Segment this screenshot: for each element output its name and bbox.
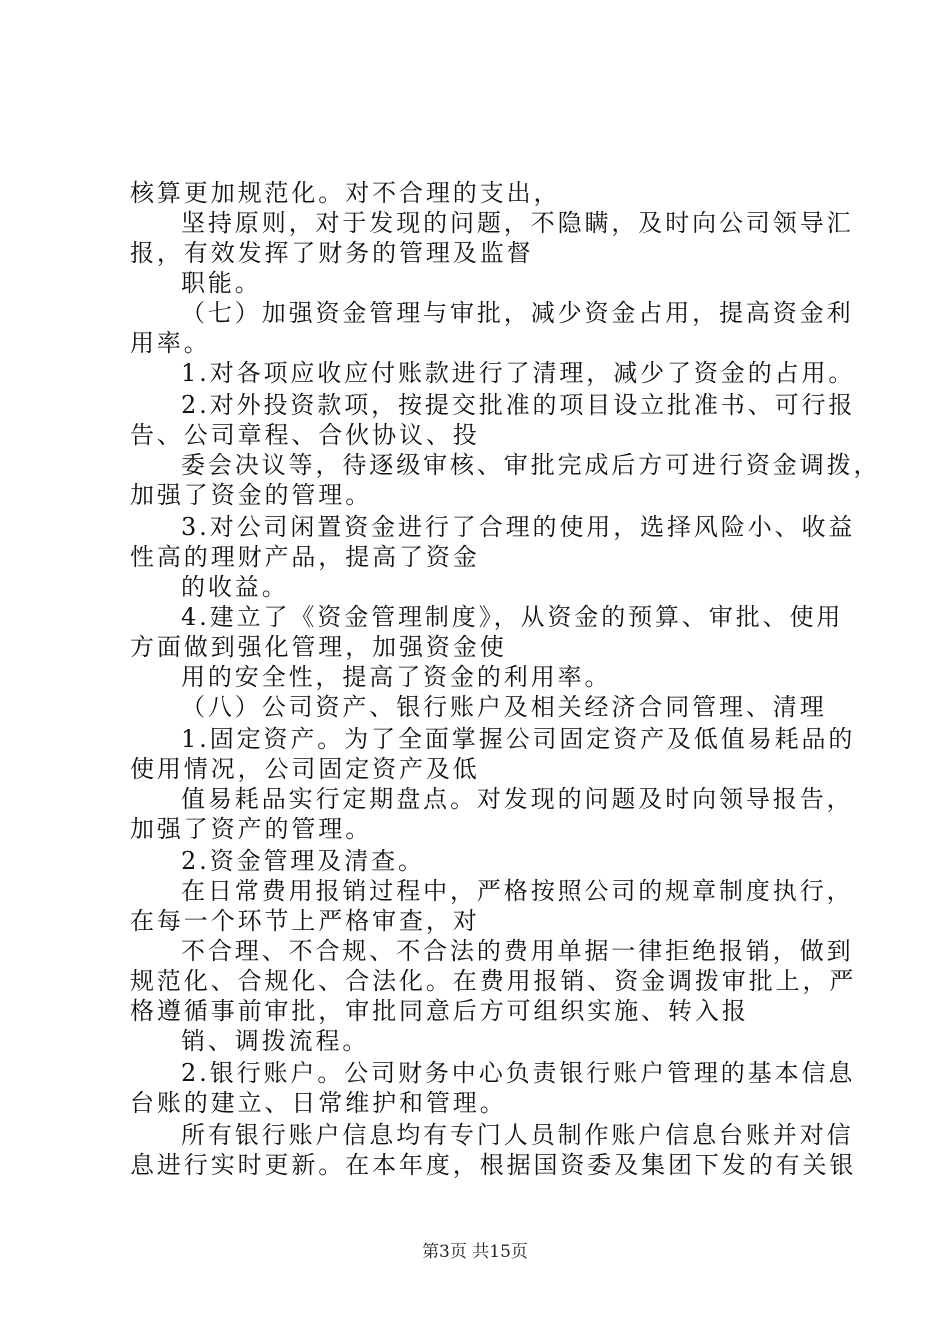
- page-number-footer: 第3页 共15页: [422, 1242, 528, 1262]
- body-line: 销、调拨流程。: [181, 1027, 370, 1055]
- body-line: 1.对各项应收应付账款进行了清理，减少了资金的占用。: [181, 359, 856, 387]
- body-line: 核算更加规范化。对不合理的支出，: [130, 179, 561, 207]
- body-line: 委会决议等，待逐级审核、审批完成后方可进行资金调拨，: [181, 451, 881, 479]
- body-line: 坚持原则，对于发现的问题，不隐瞒，及时向公司领导汇: [181, 209, 854, 237]
- body-line: 在每一个环节上严格审查，对: [130, 907, 480, 935]
- body-line: 报，有效发挥了财务的管理及监督: [130, 239, 534, 267]
- section-heading: （七）加强资金管理与审批，减少资金占用，提高资金利: [181, 299, 854, 327]
- body-line: 规范化、合规化、合法化。在费用报销、资金调拨审批上，严: [130, 967, 857, 995]
- body-line: 2.银行账户。公司财务中心负责银行账户管理的基本信息: [181, 1059, 856, 1087]
- body-line: 所有银行账户信息均有专门人员制作账户信息台账并对信: [181, 1121, 854, 1149]
- body-line: 3.对公司闲置资金进行了合理的使用，选择风险小、收益: [181, 513, 856, 541]
- body-line: 2.资金管理及清查。: [181, 847, 425, 875]
- body-line: 职能。: [181, 269, 262, 297]
- body-line: 使用情况，公司固定资产及低: [130, 755, 480, 783]
- body-line: 加强了资金的管理。: [130, 481, 373, 509]
- body-line: 不合理、不合规、不合法的费用单据一律拒绝报销，做到: [181, 937, 854, 965]
- section-heading: （八）公司资产、银行账户及相关经济合同管理、清理: [181, 693, 827, 721]
- body-line: 性高的理财产品，提高了资金: [130, 543, 480, 571]
- body-line: 1.固定资产。为了全面掌握公司固定资产及低值易耗品的: [181, 725, 856, 753]
- body-line: 用的安全性，提高了资金的利用率。: [181, 663, 612, 691]
- body-line: 加强了资产的管理。: [130, 815, 373, 843]
- body-line: 台账的建立、日常维护和管理。: [130, 1089, 507, 1117]
- body-line: 格遵循事前审批，审批同意后方可组织实施、转入报: [130, 997, 749, 1025]
- body-line: 值易耗品实行定期盘点。对发现的问题及时向领导报告，: [181, 785, 854, 813]
- body-line: 告、公司章程、合伙协议、投: [130, 421, 480, 449]
- body-line: 的收益。: [181, 573, 289, 601]
- body-line: 方面做到强化管理，加强资金使: [130, 633, 507, 661]
- body-line: 4.建立了《资金管理制度》，从资金的预算、审批、使用: [181, 603, 844, 631]
- body-line: 息进行实时更新。在本年度，根据国资委及集团下发的有关银: [130, 1151, 857, 1179]
- body-line: 在日常费用报销过程中，严格按照公司的规章制度执行，: [181, 877, 854, 905]
- body-line: 2.对外投资款项，按提交批准的项目设立批准书、可行报: [181, 391, 856, 419]
- body-line: 用率。: [130, 329, 211, 357]
